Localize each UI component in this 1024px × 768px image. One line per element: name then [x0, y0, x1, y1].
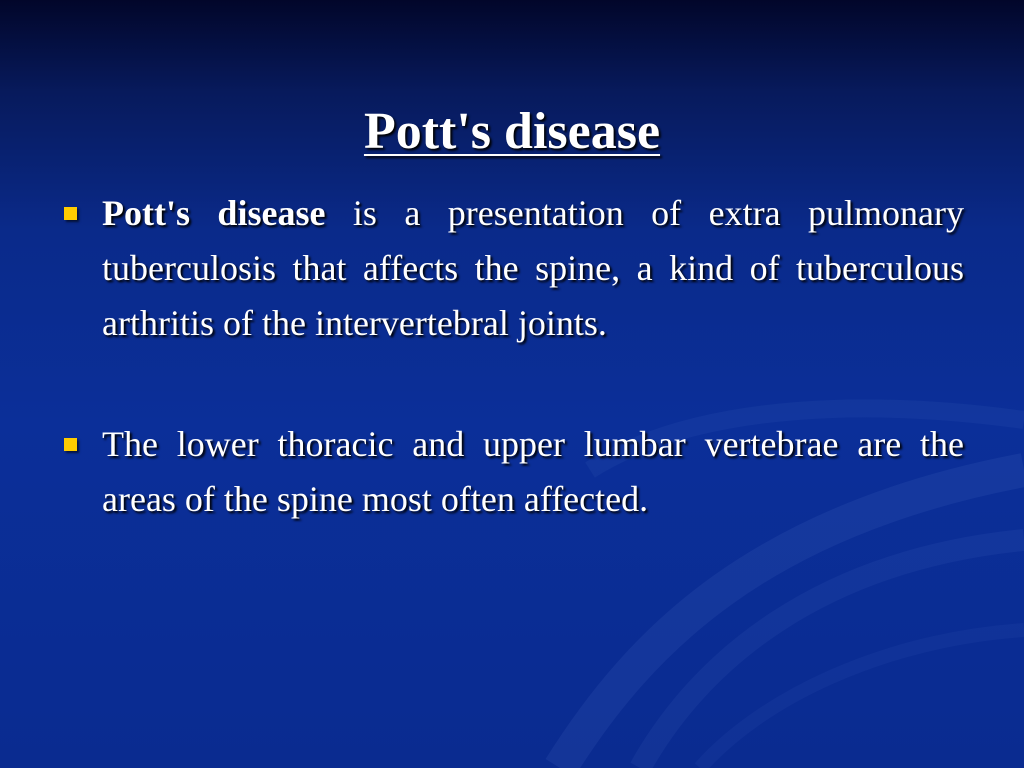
square-bullet-icon: [64, 438, 77, 451]
bullet-text: is a presentation of extra pulmonary tuberculosis that affects the spine, a kind of tuberculous arthritis of the intervertebral joints.: [102, 193, 964, 343]
bullet-text: The lower thoracic and upper lumbar vertebrae are the areas of the spine most often affected.: [102, 424, 964, 519]
bullet-list: [62, 186, 964, 527]
bullet-bold-lead: Pott's disease: [102, 193, 326, 233]
square-bullet-icon: [64, 207, 77, 220]
bullet-item: [62, 186, 964, 351]
slide-title: Pott's disease: [363, 102, 661, 160]
bullet-item: [62, 417, 964, 527]
